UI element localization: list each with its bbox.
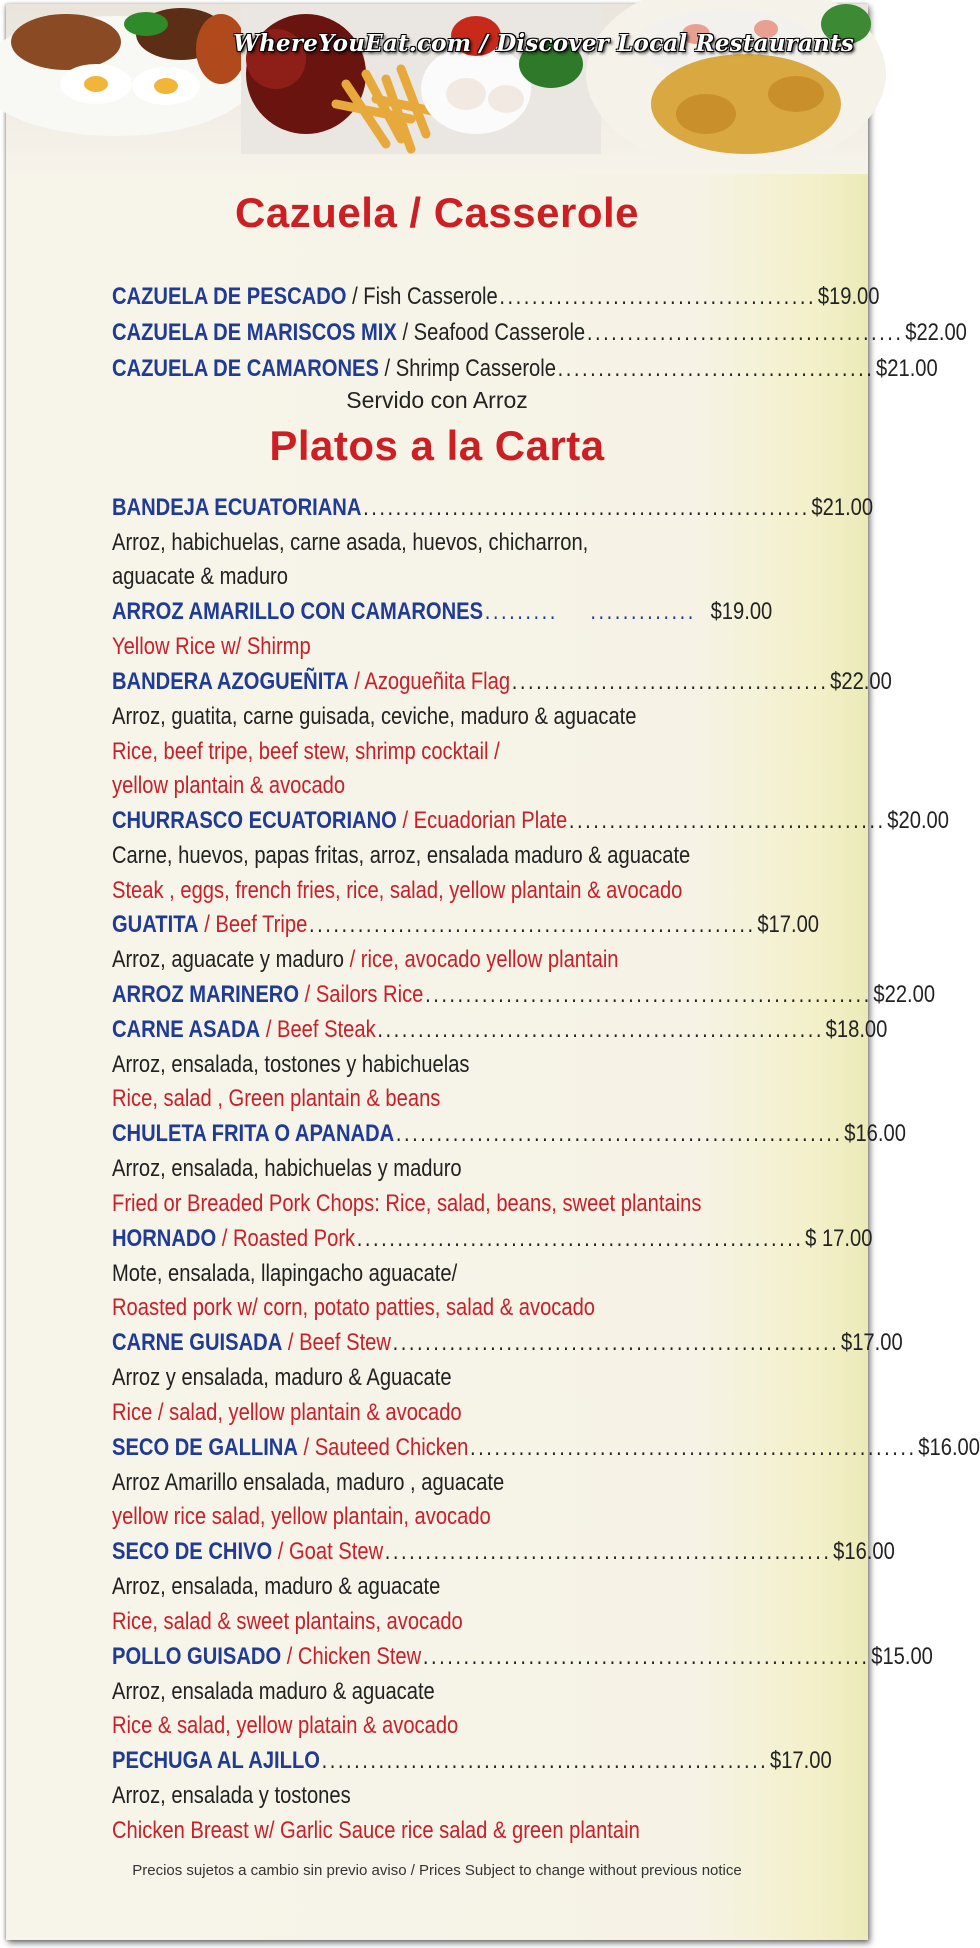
item-translation: / Beef Tripe	[204, 911, 308, 938]
item-price: $17.00	[840, 1329, 903, 1356]
item-translation: / Roasted Pork	[221, 1225, 356, 1252]
item-desc-en: Chicken Breast w/ Garlic Sauce rice salad & green plantain	[112, 1817, 640, 1844]
item-price: $19.00	[817, 283, 880, 310]
footer-note: Precios sujetos a cambio sin previo aviso / Prices Subject to change without previous notice	[132, 1862, 742, 1879]
item-desc-es: Arroz, guatita, carne guisada, ceviche, maduro & aguacate	[112, 703, 637, 730]
item-name: BANDERA AZOGUEÑITA	[112, 668, 349, 695]
menu-item: BANDERA AZOGUEÑITA / Azogueñita Flag ....................................... $22.00	[112, 665, 666, 699]
item-price: $16.00	[844, 1120, 906, 1147]
item-price: $15.00	[871, 1643, 933, 1670]
food-photo-banner	[6, 4, 868, 174]
item-translation: / Ecuadorian Plate	[402, 807, 568, 834]
item-name: GUATITA	[112, 911, 199, 938]
menu-page	[6, 4, 980, 1940]
item-desc-en: Rice / salad, yellow plantain & avocado	[112, 1399, 462, 1426]
item-price: $22.00	[873, 981, 936, 1008]
item-desc-es: Arroz, ensalada, maduro & aguacate	[112, 1573, 441, 1600]
section-title-platos: Platos a la Carta	[269, 422, 605, 469]
menu-item: ARROZ AMARILLO CON CAMARONES ......... ............. $19.00	[112, 595, 666, 629]
menu-item: PECHUGA AL AJILLO ....................................................... $17.00	[112, 1744, 666, 1778]
item-desc-en: Fried or Breaded Pork Chops: Rice, salad, beans, sweet plantains	[112, 1190, 702, 1217]
item-translation: / Shrimp Casserole	[384, 355, 556, 382]
item-desc-es: aguacate & maduro	[112, 563, 288, 590]
item-name: PECHUGA AL AJILLO	[112, 1747, 320, 1774]
item-desc-es: Arroz, ensalada maduro & aguacate	[112, 1678, 435, 1705]
item-name: HORNADO	[112, 1225, 217, 1252]
item-desc-en: Rice, salad & sweet plantains, avocado	[112, 1608, 463, 1635]
item-name: ARROZ AMARILLO CON CAMARONES	[112, 598, 484, 625]
item-translation: / Sauteed Chicken	[303, 1434, 469, 1461]
item-price: $ 17.00	[805, 1225, 873, 1252]
item-desc-line	[112, 943, 666, 977]
item-desc-es: Arroz, ensalada, habichuelas y maduro	[112, 1155, 462, 1182]
item-desc-en: Steak , eggs, french fries, rice, salad, yellow plantain & avocado	[112, 877, 683, 904]
item-desc-en: Rice, salad , Green plantain & beans	[112, 1085, 441, 1112]
item-desc-es: Arroz y ensalada, maduro & Aguacate	[112, 1364, 452, 1391]
item-name: CAZUELA DE CAMARONES	[112, 355, 379, 382]
item-price: $21.00	[811, 494, 874, 521]
menu-item: CARNE GUISADA / Beef Stew ....................................................... $17.00	[112, 1326, 666, 1360]
item-name: CAZUELA DE PESCADO	[112, 283, 347, 310]
item-price: $22.00	[830, 668, 892, 695]
item-price: $21.00	[876, 355, 938, 382]
item-price: $17.00	[757, 911, 819, 938]
item-desc-en: yellow plantain & avocado	[112, 772, 346, 799]
item-name: ARROZ MARINERO	[112, 981, 300, 1008]
menu-item: CAZUELA DE MARISCOS MIX / Seafood Casserole ....................................... $22.00	[112, 316, 666, 350]
item-price: $22.00	[905, 319, 967, 346]
item-price: $16.00	[918, 1434, 980, 1461]
item-desc-en: Roasted pork w/ corn, potato patties, salad & avocado	[112, 1294, 596, 1321]
item-translation: / Beef Steak	[265, 1016, 376, 1043]
item-translation: / Goat Stew	[277, 1538, 384, 1565]
item-desc-es: Arroz Amarillo ensalada, maduro , aguacate	[112, 1469, 505, 1496]
item-translation: / Chicken Stew	[286, 1643, 422, 1670]
item-desc-es: Arroz, ensalada y tostones	[112, 1782, 351, 1809]
item-desc-en: / rice, avocado yellow plantain	[349, 946, 619, 973]
menu-item: CAZUELA DE CAMARONES / Shrimp Casserole ....................................... $21.00	[112, 352, 666, 386]
menu-item: CHURRASCO ECUATORIANO / Ecuadorian Plate ....................................... $20.00	[112, 804, 666, 838]
menu-item: CHULETA FRITA O APANADA ....................................................... $16.00	[112, 1117, 666, 1151]
item-name: CARNE ASADA	[112, 1016, 261, 1043]
item-name: CHURRASCO ECUATORIANO	[112, 807, 397, 834]
item-translation: / Seafood Casserole	[402, 319, 586, 346]
item-name: SECO DE CHIVO	[112, 1538, 273, 1565]
item-translation: / Azogueñita Flag	[354, 668, 511, 695]
item-desc-es: Mote, ensalada, llapingacho aguacate/	[112, 1260, 458, 1287]
item-name: CARNE GUISADA	[112, 1329, 283, 1356]
item-desc-es: Arroz, aguacate y maduro	[112, 946, 344, 973]
menu-item: SECO DE GALLINA / Sauteed Chicken ....................................................... $16.00	[112, 1431, 666, 1465]
menu-item: CAZUELA DE PESCADO / Fish Casserole ....................................... $19.00	[112, 280, 666, 314]
item-price: $16.00	[833, 1538, 895, 1565]
item-price: $19.00	[710, 598, 773, 625]
menu-item: POLLO GUISADO / Chicken Stew ....................................................... $15.00	[112, 1640, 666, 1674]
item-name: CHULETA FRITA O APANADA	[112, 1120, 395, 1147]
item-name: CAZUELA DE MARISCOS MIX	[112, 319, 397, 346]
item-name: BANDEJA ECUATORIANA	[112, 494, 362, 521]
menu-item: HORNADO / Roasted Pork ....................................................... $ 17.00	[112, 1222, 666, 1256]
item-price: $18.00	[825, 1016, 888, 1043]
menu-item: SECO DE CHIVO / Goat Stew ....................................................... $16.00	[112, 1535, 666, 1569]
item-translation: / Fish Casserole	[352, 283, 498, 310]
watermark: WhereYouEat.com / Discover Local Restaurants	[233, 30, 854, 57]
section-title-cazuela: Cazuela / Casserole	[234, 189, 640, 236]
item-price: $20.00	[887, 807, 949, 834]
item-desc-es: Carne, huevos, papas fritas, arroz, ensalada maduro & aguacate	[112, 842, 691, 869]
menu-item: BANDEJA ECUATORIANA ....................................................... $21.00	[112, 491, 666, 525]
item-desc-en: Yellow Rice w/ Shirmp	[112, 633, 311, 660]
item-price: $17.00	[769, 1747, 832, 1774]
menu-item: CARNE ASADA / Beef Steak ....................................................... $18.00	[112, 1013, 666, 1047]
cazuela-note: Servido con Arroz	[346, 387, 528, 413]
item-desc-es: Arroz, ensalada, tostones y habichuelas	[112, 1051, 470, 1078]
item-name: SECO DE GALLINA	[112, 1434, 298, 1461]
item-translation: / Beef Stew	[287, 1329, 391, 1356]
item-desc-en: Rice, beef tripe, beef stew, shrimp cocktail /	[112, 738, 500, 765]
item-desc-en: Rice & salad, yellow platain & avocado	[112, 1712, 459, 1739]
menu-item: ARROZ MARINERO / Sailors Rice ....................................................... $22.00	[112, 978, 666, 1012]
item-name: POLLO GUISADO	[112, 1643, 282, 1670]
item-desc-es: Arroz, habichuelas, carne asada, huevos, chicharron,	[112, 529, 589, 556]
item-desc-en: yellow rice salad, yellow plantain, avocado	[112, 1503, 491, 1530]
item-translation: / Sailors Rice	[304, 981, 424, 1008]
menu-item: GUATITA / Beef Tripe ....................................................... $17.00	[112, 908, 666, 942]
